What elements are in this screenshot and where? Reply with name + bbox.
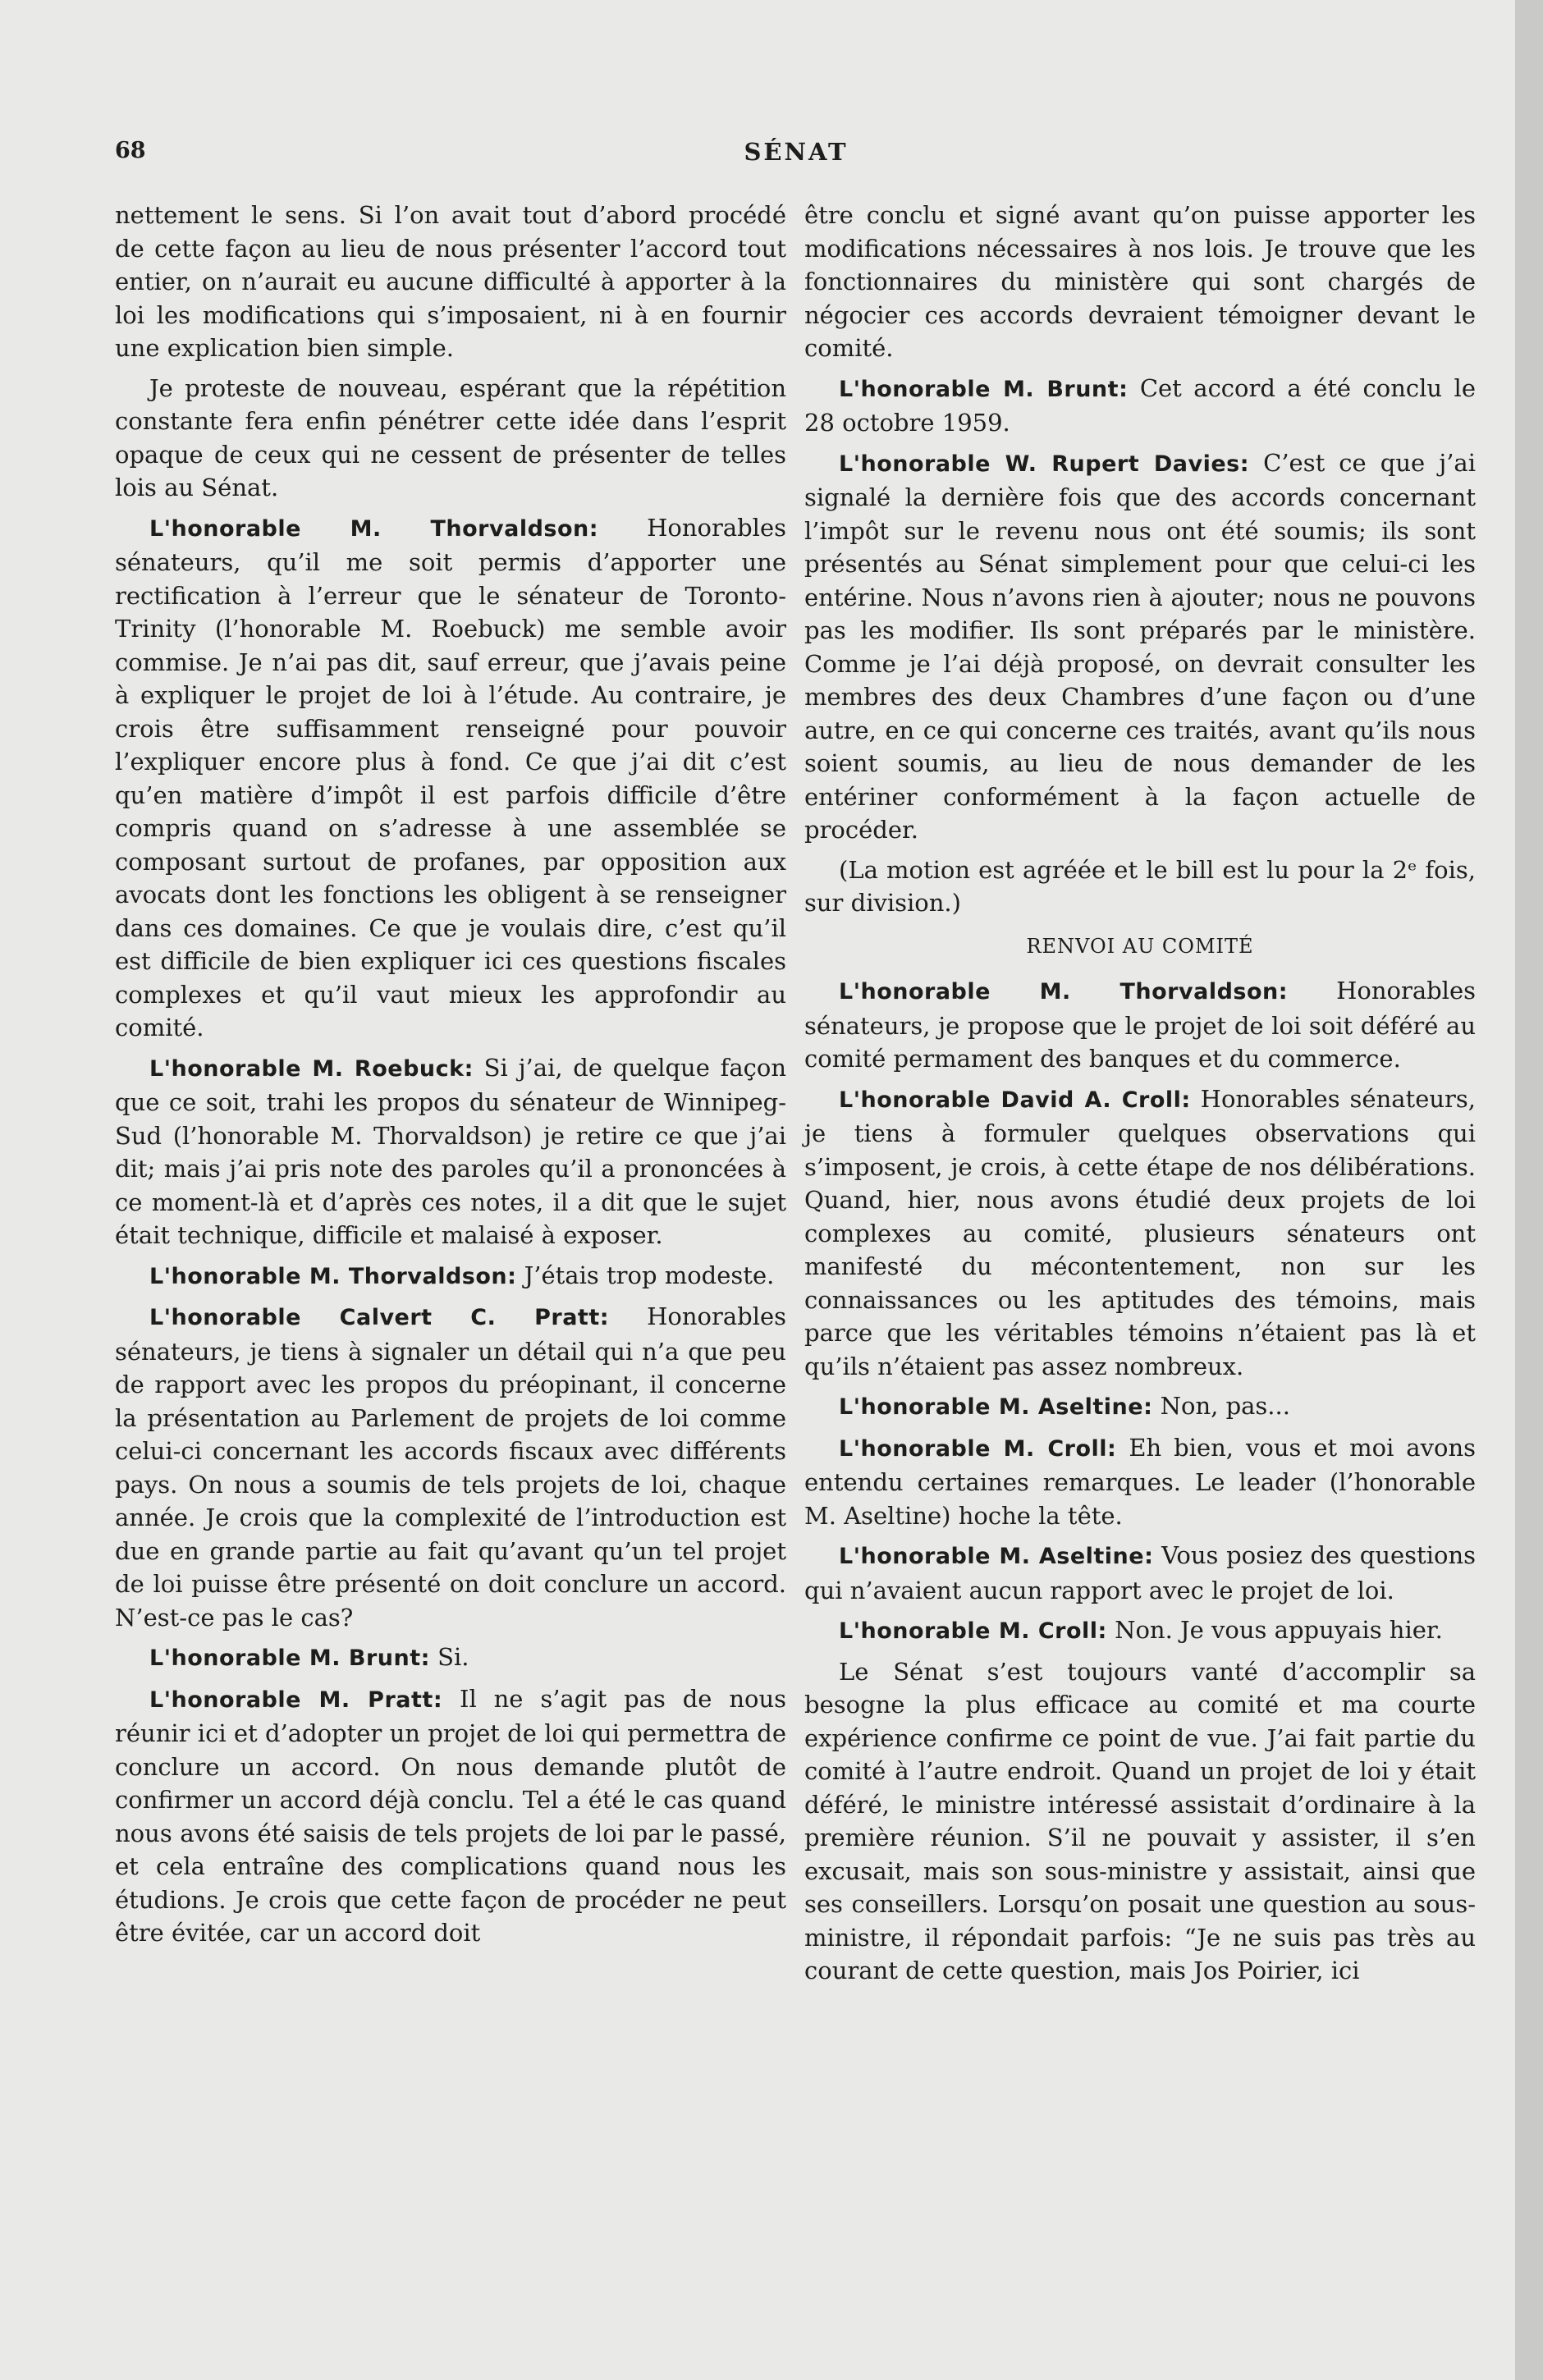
speech-paragraph: L'honorable M. Thorvaldson: Honorables sénateurs, qu’il me soit permis d’apporter une rectification à l’erreur que le sénateur de Toronto-Trinity (l’honorable M. Roebuck) me semble avoir commise. Je n’ai pas dit, sauf erreur, que j’avais peine à expliquer le projet de loi à l’étude. Au contraire, je crois être suffisamment renseigné pour pouvoir l’expliquer encore plus à fond. Ce que j’ai dit c’est qu’en matière d’impôt il est parfois difficile d’être compris quand on s’adresse à une assemblée se composant surtout de profanes, par opposition aux avocats dont les fonctions les obligent à se renseigner dans ces domaines. Ce que je voulais dire, c’est qu’il est difficile de bien expliquer ici ces questions fiscales complexes et qu’il vaut mieux les approfondir au comité. [115, 513, 786, 1041]
speaker-name: L'honorable M. Roebuck: [149, 1055, 474, 1082]
speaker-name: L'honorable M. Pratt: [149, 1687, 443, 1713]
page-number: 68 [115, 138, 146, 163]
running-title: SÉNAT [744, 138, 849, 166]
right-column [804, 199, 1476, 1994]
page-edge-shadow [1515, 0, 1543, 2380]
motion-note: (La motion est agréée et le bill est lu pour la 2ᵉ fois, sur division.) [804, 855, 1476, 917]
speaker-name: L'honorable M. Brunt: [149, 1645, 430, 1671]
speaker-name: L'honorable M. Croll: [839, 1435, 1117, 1462]
paragraph: Je proteste de nouveau, espérant que la répétition constante fera enfin pénétrer cette idée dans l’esprit opaque de ceux qui ne cessent de présenter de telles lois au Sénat. [115, 373, 786, 501]
speech-paragraph: L'honorable M. Thorvaldson: J’étais trop modeste. [149, 1261, 775, 1289]
paragraph: être conclu et signé avant qu’on puisse apporter les modifications nécessaires à nos lois. Je trouve que les fonctionnaires du ministère qui sont chargés de négocier ces accords devraient témoigner devant le comité. [804, 201, 1476, 362]
paragraph: Le Sénat s’est toujours vanté d’accomplir sa besogne la plus efficace au comité et ma courte expérience confirme ce point de vue. J’ai fait partie du comité à l’autre endroit. Quand un projet de loi y était déféré, le ministre intéressé assistait d’ordinaire à la première réunion. S’il ne pouvait y assister, il s’en excusait, mais son sous-ministre y assistait, ainsi que ses conseillers. Lorsqu’on posait une question au sous-ministre, il répondait parfois: “Je ne suis pas très au courant de cette question, mais Jos Poirier, ici [804, 1657, 1476, 1984]
speech-paragraph: L'honorable M. Croll: Non. Je vous appuyais hier. [839, 1616, 1443, 1644]
speaker-name: L'honorable M. Thorvaldson: [149, 515, 599, 542]
speech-paragraph: L'honorable M. Thorvaldson: Honorables sénateurs, je propose que le projet de loi soit déféré au comité permament des banques et du commerce. [804, 977, 1476, 1073]
speaker-name: L'honorable M. Thorvaldson: [149, 1263, 517, 1289]
speech-paragraph: L'honorable M. Brunt: Cet accord a été conclu le 28 octobre 1959. [804, 373, 1476, 437]
speech-paragraph: L'honorable M. Aseltine: Non, pas... [839, 1392, 1290, 1420]
speech-paragraph: L'honorable M. Pratt: Il ne s’agit pas de nous réunir ici et d’adopter un projet de loi qui permettra de conclure un accord. On nous demande plutôt de confirmer un accord déjà conclu. Tel a été le cas quand nous avons été saisis de tels projets de loi par le passé, et cela entraîne des complications quand nous les étudions. Je crois que cette façon de procéder ne peut être évitée, car un accord doit [115, 1684, 787, 1947]
speaker-name: L'honorable M. Thorvaldson: [839, 979, 1289, 1005]
speech-paragraph: L'honorable David A. Croll: Honorables sénateurs, je tiens à formuler quelques observations qui s’imposent, je crois, à cette étape de nos délibérations. Quand, hier, nous avons étudié deux projets de loi complexes au comité, plusieurs sénateurs ont manifesté du mécontentement, non sur les connaissances ou les aptitudes des témoins, mais parce que les véritables témoins n’étaient pas là et qu’ils n’étaient pas assez nombreux. [804, 1084, 1476, 1380]
speaker-name: L'honorable David A. Croll: [839, 1087, 1191, 1113]
speech-paragraph: L'honorable M. Aseltine: Vous posiez des questions qui n’avaient aucun rapport avec le projet de loi. [804, 1541, 1477, 1604]
paragraph: nettement le sens. Si l’on avait tout d’abord procédé de cette façon au lieu de nous présenter l’accord tout entier, on n’aurait eu aucune difficulté à apporter à la loi les modifications qui s’imposaient, ni à en fournir une explication bien simple. [115, 201, 786, 362]
speech-paragraph: L'honorable M. Croll: Eh bien, vous et moi avons entendu certaines remarques. Le leader (l’honorable M. Aseltine) hoche la tête. [804, 1433, 1477, 1530]
page-header [115, 138, 1477, 171]
section-heading: RENVOI AU COMITÉ [1026, 934, 1254, 958]
speaker-name: L'honorable M. Croll: [839, 1618, 1107, 1644]
speaker-name: L'honorable M. Aseltine: [839, 1394, 1153, 1420]
speaker-name: L'honorable M. Aseltine: [839, 1544, 1154, 1569]
speech-paragraph: L'honorable Calvert C. Pratt: Honorables sénateurs, je tiens à signaler un détail qui n’a que peu de rapport avec les propos du préopinant, il concerne la présentation au Parlement de projets de loi comme celui-ci concernant les accords fiscaux avec différents pays. On nous a soumis de tels projets de loi, chaque année. Je crois que la complexité de l’introduction est due en grande partie au fait qu’avant qu’un tel projet de loi puisse être présenté on doit conclure un accord. N’est-ce pas le cas? [115, 1302, 787, 1632]
speaker-name: L'honorable M. Brunt: [839, 376, 1129, 402]
speech-paragraph: L'honorable W. Rupert Davies: C’est ce que j’ai signalé la dernière fois que des accords concernant l’impôt sur le revenu nous ont été soumis; ils sont présentés au Sénat simplement pour que celui-ci les entérine. Nous n’avons rien à ajouter; nous ne pouvons pas les modifier. Ils sont préparés par le ministère. Comme je l’ai déjà proposé, on devrait consulter les membres des deux Chambres d’une façon ou d’une autre, en ce qui concerne ces traités, avant qu’ils nous soient soumis, au lieu de nous demander de les entériner conformément à la façon actuelle de procéder. [804, 448, 1476, 844]
speech-paragraph: L'honorable M. Brunt: Si. [149, 1643, 469, 1671]
speaker-name: L'honorable Calvert C. Pratt: [149, 1305, 610, 1330]
left-column [115, 199, 786, 1957]
speech-paragraph: L'honorable M. Roebuck: Si j’ai, de quelque façon que ce soit, trahi les propos du sénateur de Winnipeg-Sud (l’honorable M. Thorvaldson) je retire ce que j’ai dit; mais j’ai pris note des paroles qu’il a prononcées à ce moment-là et d’après ces notes, il a dit que le sujet était technique, difficile et malaisé à exposer. [115, 1053, 787, 1249]
speaker-name: L'honorable W. Rupert Davies: [839, 451, 1250, 477]
